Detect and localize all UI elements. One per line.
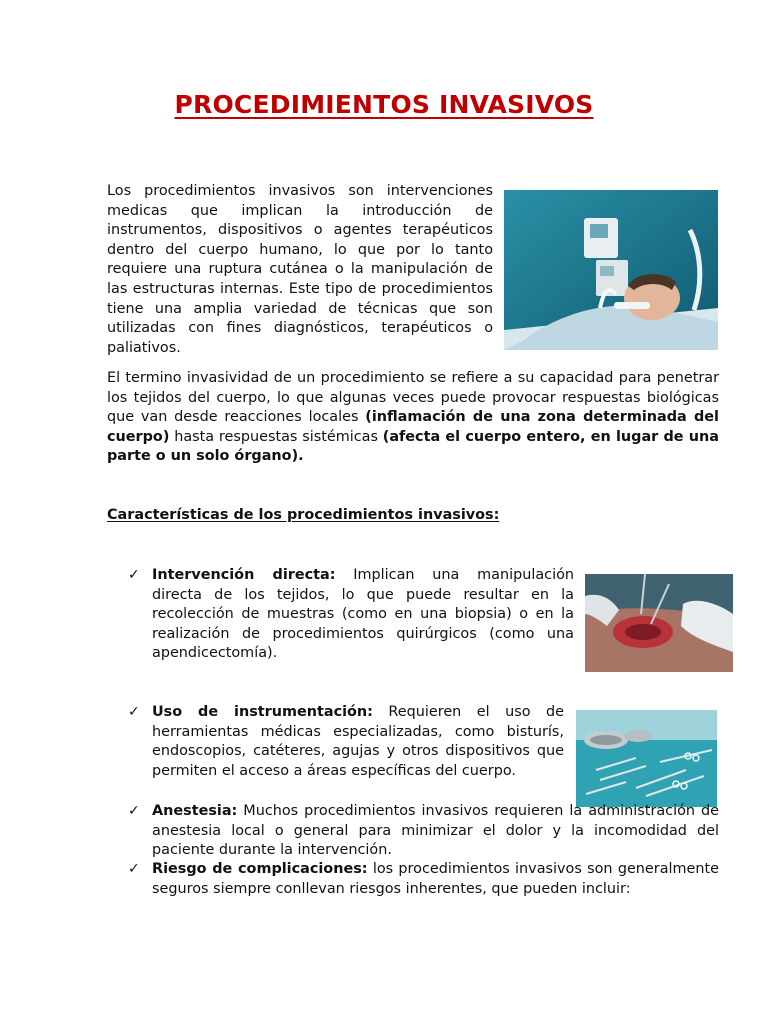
intro-paragraph: Los procedimientos invasivos son intervenciones medicas que implican la introducción de instrumentos, dispositivos o agentes terapéuticos dentro del cuerpo humano, lo que por lo tanto requiere una ruptura cutánea o la manipulación de las estructuras internas. Este tipo de procedimientos tiene una amplia variedad de técnicas que son utilizadas con fines diagnósticos, terapéuticos o paliativos. bbox=[107, 183, 493, 356]
checkmark-icon: ✓ bbox=[128, 567, 140, 583]
item-text: Implican una manipulación directa de los tejidos, lo que puede resultar en la recolección de muestras (como en una biopsia) o en la realización de procedimientos quirúrgicos (como una apendicectomía). bbox=[152, 567, 574, 662]
invasividad-text-2: hasta respuestas sistémicas bbox=[169, 428, 383, 445]
item-text: Muchos procedimientos invasivos requieren la administración de anestesia local o general para minimizar el dolor y la incomodidad del paciente durante la intervención. bbox=[152, 803, 719, 859]
list-item-instrumentacion bbox=[128, 703, 564, 781]
list-item-anestesia bbox=[128, 802, 719, 861]
item-text: los procedimientos invasivos son generalmente seguros siempre conllevan riesgos inherentes, que pueden incluir: bbox=[152, 861, 719, 897]
patient-ventilator-photo bbox=[504, 190, 718, 350]
invasividad-paragraph bbox=[107, 369, 719, 467]
invasividad-text-1: El termino invasividad de un procedimiento se refiere a su capacidad para penetrar los tejidos del cuerpo, lo que algunas veces puede provocar respuestas biológicas que van desde reacciones locales bbox=[107, 370, 719, 426]
item-term: Uso de instrumentación: bbox=[152, 704, 373, 720]
section-heading: Características de los procedimientos invasivos: bbox=[107, 507, 500, 523]
invasividad-bold-2: (afecta el cuerpo entero, en lugar de una parte o un solo órgano). bbox=[107, 428, 719, 465]
item-term: Anestesia: bbox=[152, 803, 238, 819]
checkmark-icon: ✓ bbox=[128, 704, 140, 720]
page-title: PROCEDIMIENTOS INVASIVOS bbox=[174, 90, 594, 119]
surgery-photo bbox=[585, 574, 733, 672]
checkmark-icon: ✓ bbox=[128, 803, 140, 819]
checkmark-icon: ✓ bbox=[128, 861, 140, 877]
list-item-intervencion bbox=[128, 566, 574, 664]
list-item-riesgo bbox=[128, 860, 719, 899]
item-term: Riesgo de complicaciones: bbox=[152, 861, 368, 877]
invasividad-bold-1: (inflamación de una zona determinada del cuerpo) bbox=[107, 409, 719, 445]
item-text: Requieren el uso de herramientas médicas especializadas, como bisturís, endoscopios, catéteres, agujas y otros dispositivos que permiten el acceso a áreas específicas del cuerpo. bbox=[152, 704, 564, 779]
item-term: Intervención directa: bbox=[152, 567, 336, 583]
surgical-instruments-photo bbox=[576, 710, 717, 807]
